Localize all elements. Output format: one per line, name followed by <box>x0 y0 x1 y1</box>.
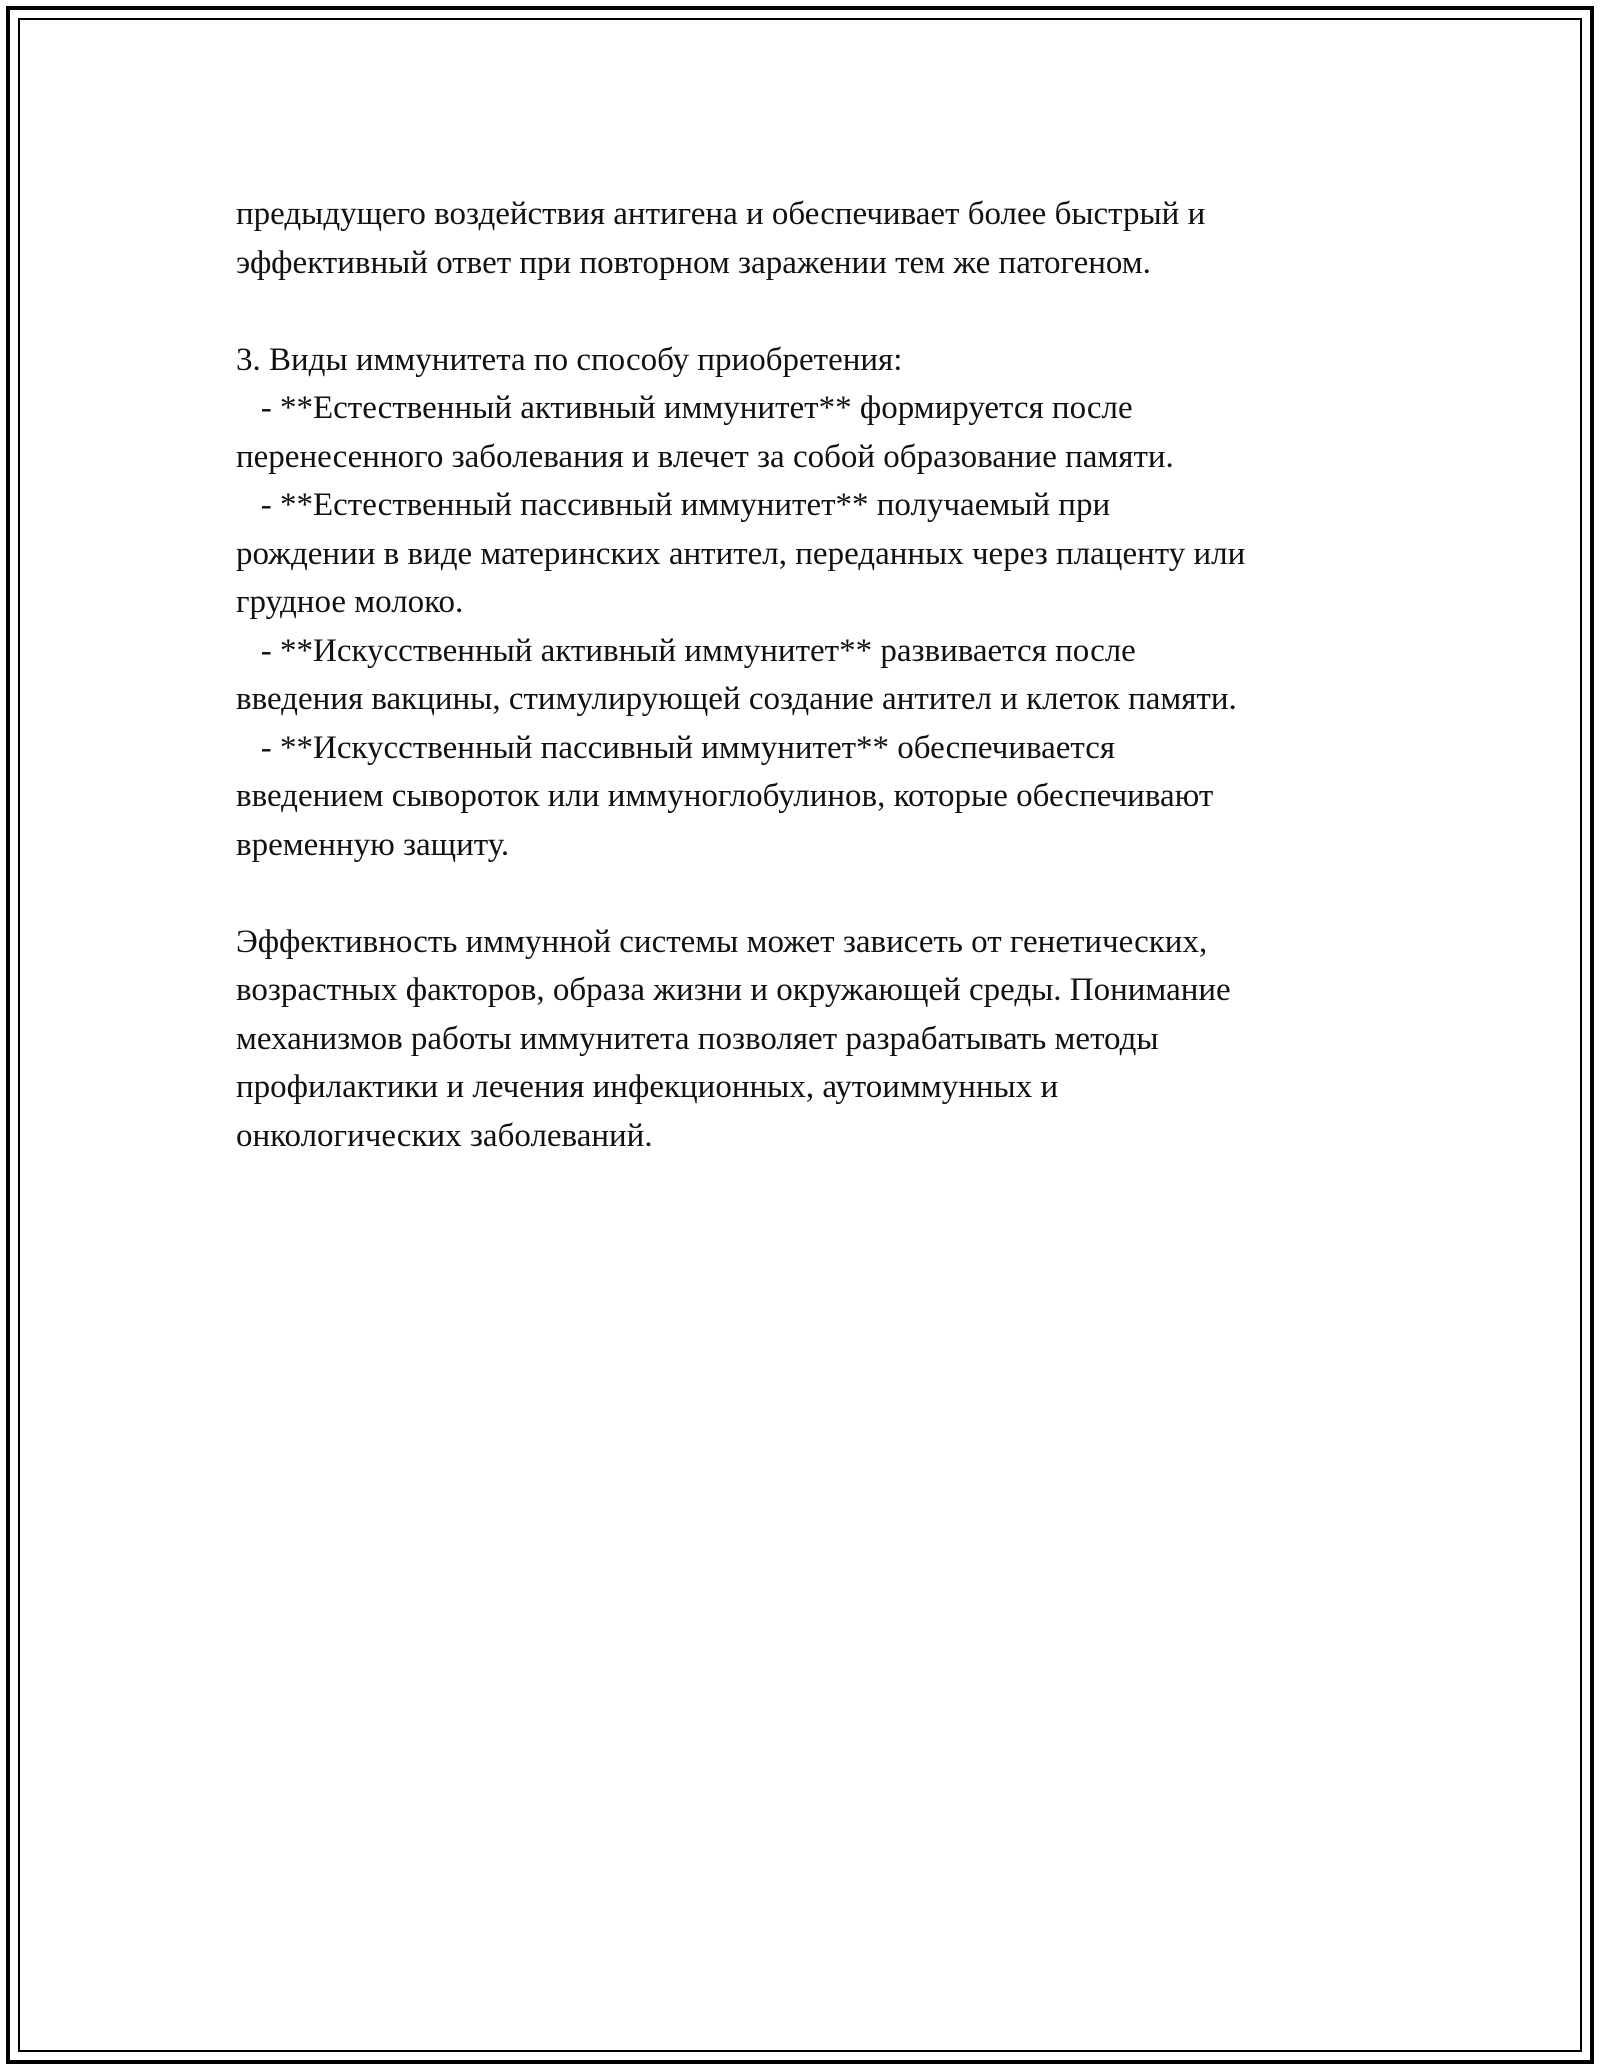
paragraph-conclusion <box>236 918 1406 1161</box>
list-item-natural-active <box>236 384 1406 481</box>
document-body <box>236 190 1406 1160</box>
text-line: возрастных факторов, образа жизни и окружающей среды. Понимание <box>236 972 1231 1008</box>
text-line: - **Естественный активный иммунитет** формируется после <box>236 390 1133 426</box>
text-line: - **Искусственный активный иммунитет** развивается после <box>236 632 1136 669</box>
text-line: введения вакцины, стимулирующей создание антител и клеток памяти. <box>236 681 1237 717</box>
immunity-types-list <box>236 384 1406 869</box>
text-line: - **Естественный пассивный иммунитет** получаемый при <box>236 487 1111 523</box>
list-item-artificial-active <box>236 627 1406 724</box>
section-heading: 3. Виды иммунитета по способу приобретения: <box>236 341 903 378</box>
text-line: временную защиту. <box>236 826 510 863</box>
text-line: профилактики и лечения инфекционных, аутоиммунных и <box>236 1069 1059 1105</box>
list-item-natural-passive <box>236 481 1406 627</box>
list-item-artificial-passive <box>236 724 1406 870</box>
paragraph-intro <box>236 190 1406 287</box>
text-line: введением сывороток или иммуноглобулинов, которые обеспечивают <box>236 778 1214 814</box>
text-line: рождении в виде материнских антител, переданных через плаценту или <box>236 535 1246 572</box>
text-line: эффективный ответ при повторном заражении тем же патогеном. <box>236 244 1151 281</box>
text-line: грудное молоко. <box>236 584 464 620</box>
text-line: - **Искусственный пассивный иммунитет** обеспечивается <box>236 729 1116 766</box>
text-line: Эффективность иммунной системы может зависеть от генетических, <box>236 923 1208 960</box>
paragraph-spacer <box>236 869 1406 918</box>
text-line: перенесенного заболевания и влечет за собой образование памяти. <box>236 438 1174 475</box>
text-line: предыдущего воздействия антигена и обеспечивает более быстрый и <box>236 196 1206 232</box>
text-line: механизмов работы иммунитета позволяет разрабатывать методы <box>236 1020 1159 1057</box>
paragraph-spacer <box>236 287 1406 336</box>
text-line: онкологических заболеваний. <box>236 1117 653 1154</box>
